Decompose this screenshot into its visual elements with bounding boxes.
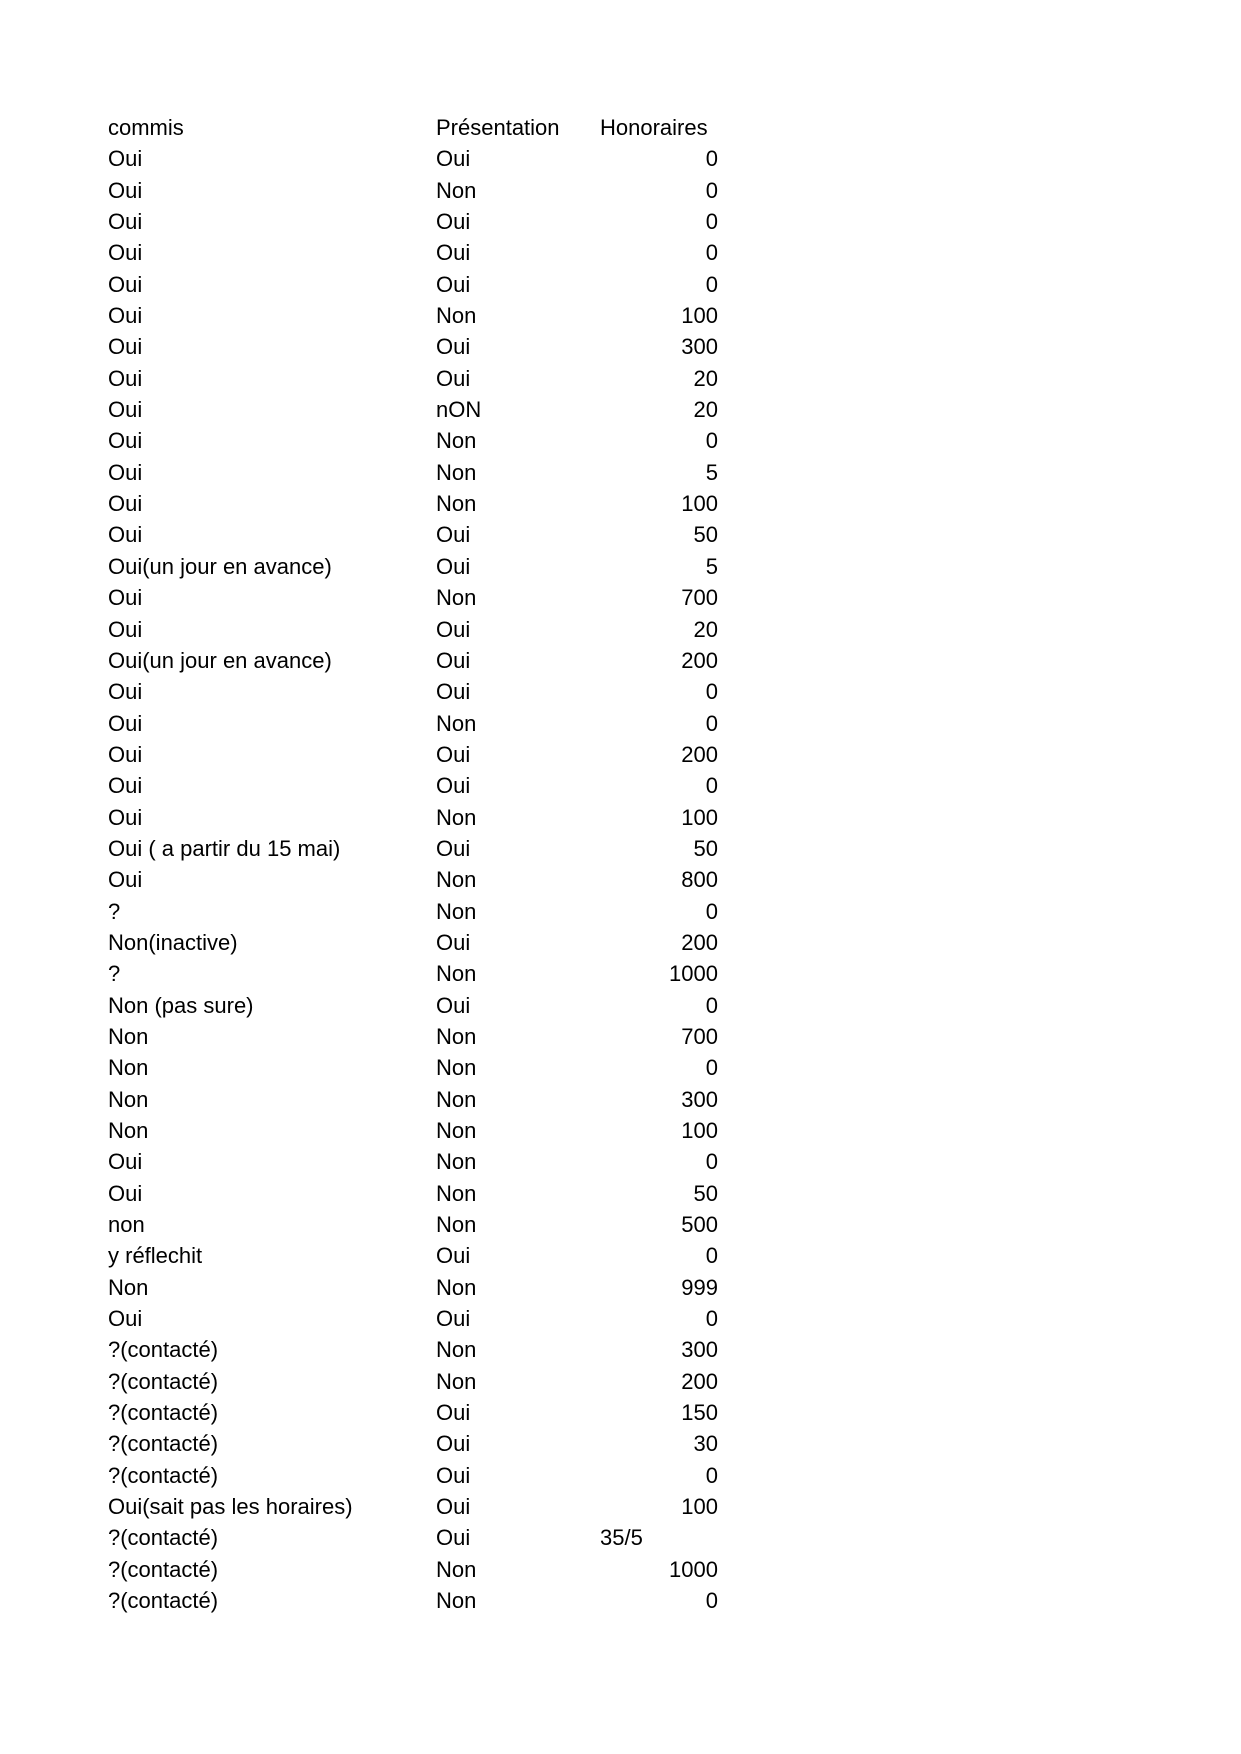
commis-cell: Non	[108, 1274, 149, 1300]
commis-cell: Oui	[108, 585, 143, 611]
table-row	[108, 1554, 718, 1585]
honoraires-cell: 0	[705, 1462, 718, 1488]
presentation-cell: Non	[436, 303, 477, 329]
presentation-cell: Oui	[436, 1306, 471, 1332]
commis-cell: Oui	[108, 773, 143, 799]
presentation-cell: Non	[436, 1149, 477, 1175]
honoraires-cell: 0	[705, 710, 718, 736]
commis-cell: Oui	[108, 867, 143, 893]
honoraires-cell: 0	[705, 1055, 718, 1081]
table-row	[108, 582, 718, 613]
honoraires-cell: 999	[681, 1274, 718, 1300]
honoraires-cell: 150	[681, 1400, 718, 1426]
table-row	[108, 1272, 718, 1303]
table-row	[108, 1240, 718, 1271]
presentation-cell: Non	[436, 177, 477, 203]
presentation-cell: Oui	[436, 835, 471, 861]
commis-cell: Oui	[108, 334, 143, 360]
commis-cell: Oui	[108, 146, 143, 172]
table-row	[108, 739, 718, 770]
honoraires-cell: 700	[681, 1023, 718, 1049]
honoraires-cell: 35/5	[600, 1525, 643, 1551]
presentation-cell: Non	[436, 428, 477, 454]
table-row	[108, 1491, 718, 1522]
commis-cell: Oui	[108, 804, 143, 830]
commis-cell: non	[108, 1212, 145, 1238]
presentation-cell: Non	[436, 1023, 477, 1049]
honoraires-cell: 200	[681, 929, 718, 955]
table-row	[108, 488, 718, 519]
honoraires-cell: 0	[705, 177, 718, 203]
honoraires-cell: 50	[693, 1180, 718, 1206]
commis-cell: Oui	[108, 491, 143, 517]
commis-cell: Non (pas sure)	[108, 992, 254, 1018]
table-row	[108, 1585, 718, 1616]
honoraires-cell: 0	[705, 992, 718, 1018]
presentation-cell: Non	[436, 491, 477, 517]
honoraires-cell: 30	[693, 1431, 718, 1457]
commis-cell: Oui	[108, 209, 143, 235]
commis-cell: ?(contacté)	[108, 1337, 219, 1363]
table-row	[108, 645, 718, 676]
presentation-cell: Non	[436, 1337, 477, 1363]
presentation-cell: Non	[436, 585, 477, 611]
table-row	[108, 206, 718, 237]
honoraires-cell: 0	[705, 1306, 718, 1332]
presentation-cell: Non	[436, 961, 477, 987]
commis-cell: ?(contacté)	[108, 1588, 219, 1614]
table-row	[108, 551, 718, 582]
table-row	[108, 425, 718, 456]
commis-cell: ?	[108, 898, 121, 924]
table-row	[108, 1303, 718, 1334]
commis-cell: Oui	[108, 741, 143, 767]
table-row	[108, 457, 718, 488]
table-row	[108, 1460, 718, 1491]
presentation-cell: Oui	[436, 1400, 471, 1426]
commis-cell: Oui	[108, 397, 143, 423]
commis-cell: Non(inactive)	[108, 929, 238, 955]
commis-cell: ?(contacté)	[108, 1525, 219, 1551]
presentation-cell: Non	[436, 1086, 477, 1112]
commis-cell: Oui	[108, 1149, 143, 1175]
honoraires-cell: 50	[693, 522, 718, 548]
commis-cell: Non	[108, 1118, 149, 1143]
presentation-cell: Oui	[436, 1525, 471, 1551]
table-row	[108, 175, 718, 206]
presentation-cell: Non	[436, 804, 477, 830]
honoraires-cell: 0	[705, 1588, 718, 1614]
honoraires-cell: 700	[681, 585, 718, 611]
honoraires-cell: 20	[693, 397, 718, 423]
table-row	[108, 676, 718, 707]
commis-cell: ?	[108, 961, 121, 987]
presentation-cell: Non	[436, 1368, 477, 1394]
honoraires-cell: 500	[681, 1212, 718, 1238]
honoraires-cell: 5	[705, 459, 718, 485]
honoraires-cell: 300	[681, 1086, 718, 1112]
commis-cell: Oui(un jour en avance)	[108, 647, 332, 673]
honoraires-cell: 0	[705, 271, 718, 297]
presentation-cell: Non	[436, 710, 477, 736]
commis-cell: Oui	[108, 303, 143, 329]
presentation-cell: nON	[436, 397, 482, 423]
table-row	[108, 1084, 718, 1115]
honoraires-cell: 300	[681, 334, 718, 360]
presentation-cell: Oui	[436, 209, 471, 235]
honoraires-cell: 200	[681, 1368, 718, 1394]
commis-cell: ?(contacté)	[108, 1368, 219, 1394]
honoraires-cell: 0	[705, 209, 718, 235]
presentation-cell: Oui	[436, 773, 471, 799]
table-row	[108, 143, 718, 174]
presentation-cell: Oui	[436, 1462, 471, 1488]
honoraires-cell: 20	[693, 616, 718, 642]
commis-cell: Oui	[108, 428, 143, 454]
table-row	[108, 1052, 718, 1083]
presentation-cell: Oui	[436, 365, 471, 391]
commis-cell: Oui(un jour en avance)	[108, 553, 332, 579]
table-body	[108, 143, 718, 1616]
honoraires-cell: 300	[681, 1337, 718, 1363]
table-row	[108, 896, 718, 927]
commis-cell: Non	[108, 1086, 149, 1112]
commis-cell: Non	[108, 1023, 149, 1049]
column-header-honoraires: Honoraires	[600, 115, 708, 140]
table-row	[108, 614, 718, 645]
table-row	[108, 1428, 718, 1459]
honoraires-cell: 0	[705, 898, 718, 924]
honoraires-cell: 800	[681, 867, 718, 893]
table-row	[108, 237, 718, 268]
presentation-cell: Oui	[436, 1431, 471, 1457]
commis-cell: ?(contacté)	[108, 1431, 219, 1457]
honoraires-cell: 5	[705, 553, 718, 579]
honoraires-cell: 0	[705, 773, 718, 799]
presentation-cell: Non	[436, 1180, 477, 1206]
presentation-cell: Non	[436, 1118, 477, 1143]
honoraires-cell: 0	[705, 240, 718, 266]
presentation-cell: Oui	[436, 616, 471, 642]
presentation-cell: Oui	[436, 146, 471, 172]
table-row	[108, 394, 718, 425]
honoraires-cell: 100	[681, 804, 718, 830]
commis-cell: Oui	[108, 365, 143, 391]
table-row	[108, 1209, 718, 1240]
commis-cell: ?(contacté)	[108, 1462, 219, 1488]
table-row	[108, 990, 718, 1021]
table-row	[108, 1366, 718, 1397]
table-row	[108, 708, 718, 739]
commis-cell: Oui	[108, 679, 143, 705]
table-row	[108, 331, 718, 362]
table-row	[108, 1397, 718, 1428]
table-row	[108, 1178, 718, 1209]
honoraires-cell: 200	[681, 647, 718, 673]
commis-cell: Oui	[108, 616, 143, 642]
presentation-cell: Non	[436, 1588, 477, 1614]
presentation-cell: Oui	[436, 929, 471, 955]
honoraires-cell: 0	[705, 679, 718, 705]
presentation-cell: Oui	[436, 334, 471, 360]
spreadsheet-table	[108, 112, 718, 1617]
table-row	[108, 363, 718, 394]
presentation-cell: Oui	[436, 1494, 471, 1520]
presentation-cell: Non	[436, 459, 477, 485]
commis-cell: Oui	[108, 1306, 143, 1332]
table-row	[108, 1115, 718, 1146]
commis-cell: y réflechit	[108, 1243, 203, 1269]
presentation-cell: Oui	[436, 522, 471, 548]
commis-cell: Oui	[108, 522, 143, 548]
table-row	[108, 1334, 718, 1365]
presentation-cell: Non	[436, 1556, 477, 1582]
commis-cell: Non	[108, 1055, 149, 1081]
honoraires-cell: 1000	[669, 961, 718, 987]
commis-cell: ?(contacté)	[108, 1400, 219, 1426]
presentation-cell: Non	[436, 1274, 477, 1300]
presentation-cell: Non	[436, 1212, 477, 1238]
column-header-presentation: Présentation	[436, 115, 560, 140]
table-row	[108, 1021, 718, 1052]
table-row	[108, 269, 718, 300]
presentation-cell: Oui	[436, 647, 471, 673]
presentation-cell: Non	[436, 1055, 477, 1081]
honoraires-cell: 0	[705, 146, 718, 172]
honoraires-cell: 50	[693, 835, 718, 861]
table-row	[108, 300, 718, 331]
table-row	[108, 802, 718, 833]
table-header-row	[108, 112, 718, 143]
commis-cell: Oui	[108, 459, 143, 485]
table-row	[108, 864, 718, 895]
honoraires-cell: 0	[705, 1149, 718, 1175]
table-row	[108, 519, 718, 550]
commis-cell: Oui	[108, 271, 143, 297]
presentation-cell: Oui	[436, 1243, 471, 1269]
table-row	[108, 927, 718, 958]
presentation-cell: Non	[436, 867, 477, 893]
commis-cell: Oui(sait pas les horaires)	[108, 1494, 353, 1520]
table-row	[108, 1522, 718, 1553]
commis-cell: Oui	[108, 177, 143, 203]
honoraires-cell: 100	[681, 1494, 718, 1520]
commis-cell: Oui	[108, 240, 143, 266]
presentation-cell: Non	[436, 898, 477, 924]
commis-cell: ?(contacté)	[108, 1556, 219, 1582]
commis-cell: Oui	[108, 710, 143, 736]
table-row	[108, 770, 718, 801]
honoraires-cell: 100	[681, 303, 718, 329]
honoraires-cell: 100	[681, 491, 718, 517]
table-row	[108, 833, 718, 864]
honoraires-cell: 100	[681, 1118, 718, 1143]
table-row	[108, 958, 718, 989]
honoraires-cell: 1000	[669, 1556, 718, 1582]
presentation-cell: Oui	[436, 679, 471, 705]
presentation-cell: Oui	[436, 240, 471, 266]
table-row	[108, 1146, 718, 1177]
presentation-cell: Oui	[436, 992, 471, 1018]
presentation-cell: Oui	[436, 553, 471, 579]
presentation-cell: Oui	[436, 741, 471, 767]
presentation-cell: Oui	[436, 271, 471, 297]
commis-cell: Oui	[108, 1180, 143, 1206]
honoraires-cell: 200	[681, 741, 718, 767]
honoraires-cell: 0	[705, 428, 718, 454]
commis-cell: Oui ( a partir du 15 mai)	[108, 835, 341, 861]
column-header-commis: commis	[108, 115, 184, 140]
honoraires-cell: 20	[693, 365, 718, 391]
honoraires-cell: 0	[705, 1243, 718, 1269]
